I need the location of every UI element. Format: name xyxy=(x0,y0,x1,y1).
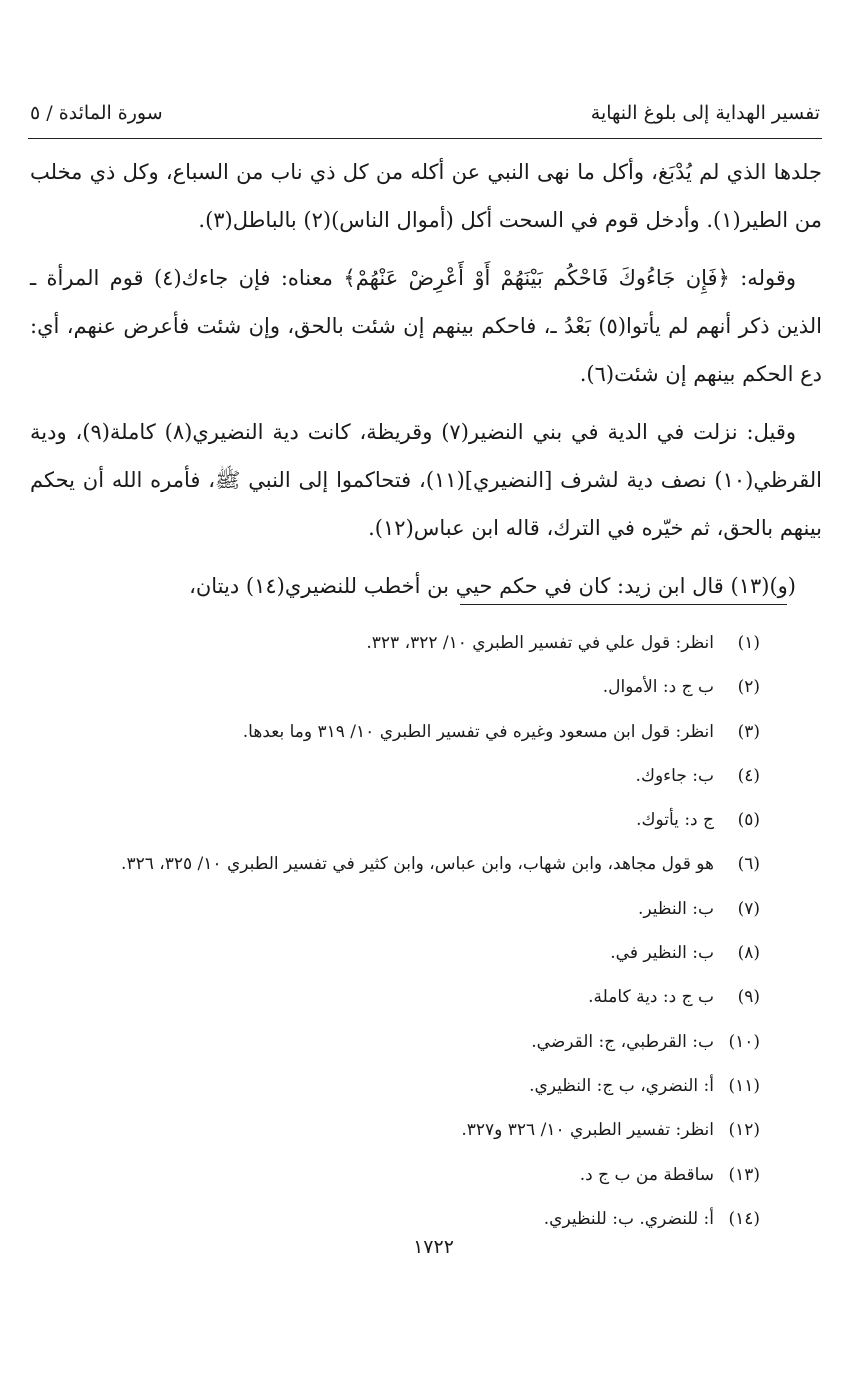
paragraph: وقوله: ﴿فَإِن جَاءُوكَ فَاحْكُم بَيْنَهُمْ أَوْ أَعْرِضْ عَنْهُمْ﴾ معناه: فإن جاءك(٤) قوم المرأة ـ الذين ذكر أنهم لم يأتوا(٥) بَعْدُ ـ، فاحكم بينهم إن شئت بالحق، وإن شئت فأعرض عنهم، أي: دع الحكم بينهم إن شئت(٦). xyxy=(30,266,822,386)
footnote xyxy=(60,849,760,893)
footnote-text: هو قول مجاهد، وابن شهاب، وابن عباس، وابن كثير في تفسير الطبري ١٠/ ٣٢٥، ٣٢٦. xyxy=(121,854,714,875)
footnote xyxy=(60,894,760,938)
footnotes xyxy=(60,628,760,1248)
footnote-number: (٥) xyxy=(737,810,760,831)
footnote-text: انظر: تفسير الطبري ١٠/ ٣٢٦ و٣٢٧. xyxy=(461,1120,714,1141)
footnote-number: (١) xyxy=(737,633,760,653)
surah-title: سورة المائدة / ٥ xyxy=(30,102,163,124)
footnote xyxy=(60,672,760,716)
footnote-text: ج د: يأتوك. xyxy=(636,810,714,831)
paragraph: وقيل: نزلت في الدية في بني النضير(٧) وقريظة، كانت دية النضيري(٨) كاملة(٩)، ودية القرظي(١٠) نصف دية لشرف [النضيري](١١)، فتحاكموا إلى النبي ﷺ، فأمره الله أن يحكم بينهم بالحق، ثم خيّره في الترك، قاله ابن عباس(١٢). xyxy=(30,420,822,540)
footnote-text: ب ج د: الأموال. xyxy=(602,677,714,698)
footnote-number: (٣) xyxy=(737,721,760,742)
book-title: تفسير الهداية إلى بلوغ النهاية xyxy=(590,102,820,124)
footnote xyxy=(60,761,760,805)
footnote-number: (٢) xyxy=(737,677,760,698)
footnote xyxy=(60,1071,760,1115)
footnote-number: (١٢) xyxy=(728,1120,760,1141)
footnote-number: (٤) xyxy=(737,765,760,786)
footnote xyxy=(60,1160,760,1204)
footnote xyxy=(60,982,760,1026)
footnote-number: (١١) xyxy=(728,1075,760,1096)
footnote-text: ب ج د: دية كاملة. xyxy=(588,987,714,1008)
running-header xyxy=(30,98,820,134)
paragraph: (و)(١٣) قال ابن زيد: كان في حكم حيي بن أخطب للنضيري(١٤) ديتان، xyxy=(189,574,796,598)
footnote-text: ب: جاءوك. xyxy=(635,765,714,786)
footnote-text: ب: النظير. xyxy=(637,898,714,919)
footnote-text: أ: للنضري. ب: للنظيري. xyxy=(543,1208,714,1229)
footnote-text: انظر: قول ابن مسعود وغيره في تفسير الطبري ١٠/ ٣١٩ وما بعدها. xyxy=(242,721,714,742)
footnote-number: (٩) xyxy=(737,987,760,1008)
footnote-rule xyxy=(460,604,787,605)
footnote-number: (١٣) xyxy=(728,1164,760,1185)
footnote-text: أ: النضري، ب ج: النظيري. xyxy=(529,1075,714,1096)
main-text xyxy=(30,148,822,620)
footnote-number: (٦) xyxy=(737,854,760,875)
footnote xyxy=(60,628,760,672)
page-number: ١٧٢٢ xyxy=(413,1236,454,1258)
footnote-number: (٨) xyxy=(737,943,760,964)
footnote-number: (١٠) xyxy=(728,1031,760,1052)
paragraph: جلدها الذي لم يُدْبَغ، وأكل ما نهى النبي عن أكله من كل ذي ناب من السباع، وكل ذي مخلب من الطير(١). وأدخل قوم في السحت أكل (أموال الناس)(٢) بالباطل(٣). xyxy=(30,160,822,232)
footnote xyxy=(60,938,760,982)
header-rule xyxy=(28,138,822,139)
footnote-text: ب: القرطبي، ج: القرضي. xyxy=(531,1031,714,1052)
footnote xyxy=(60,1027,760,1071)
footnote xyxy=(60,717,760,761)
footnote-number: (٧) xyxy=(737,898,760,919)
footnote xyxy=(60,1115,760,1159)
footnote-number: (١٤) xyxy=(728,1208,760,1229)
footnote-text: انظر: قول علي في تفسير الطبري ١٠/ ٣٢٢، ٣٢٣. xyxy=(366,633,714,653)
footnote-text: ساقطة من ب ج د. xyxy=(579,1164,714,1185)
footnote-text: ب: النظير في. xyxy=(610,943,714,964)
footnote xyxy=(60,805,760,849)
